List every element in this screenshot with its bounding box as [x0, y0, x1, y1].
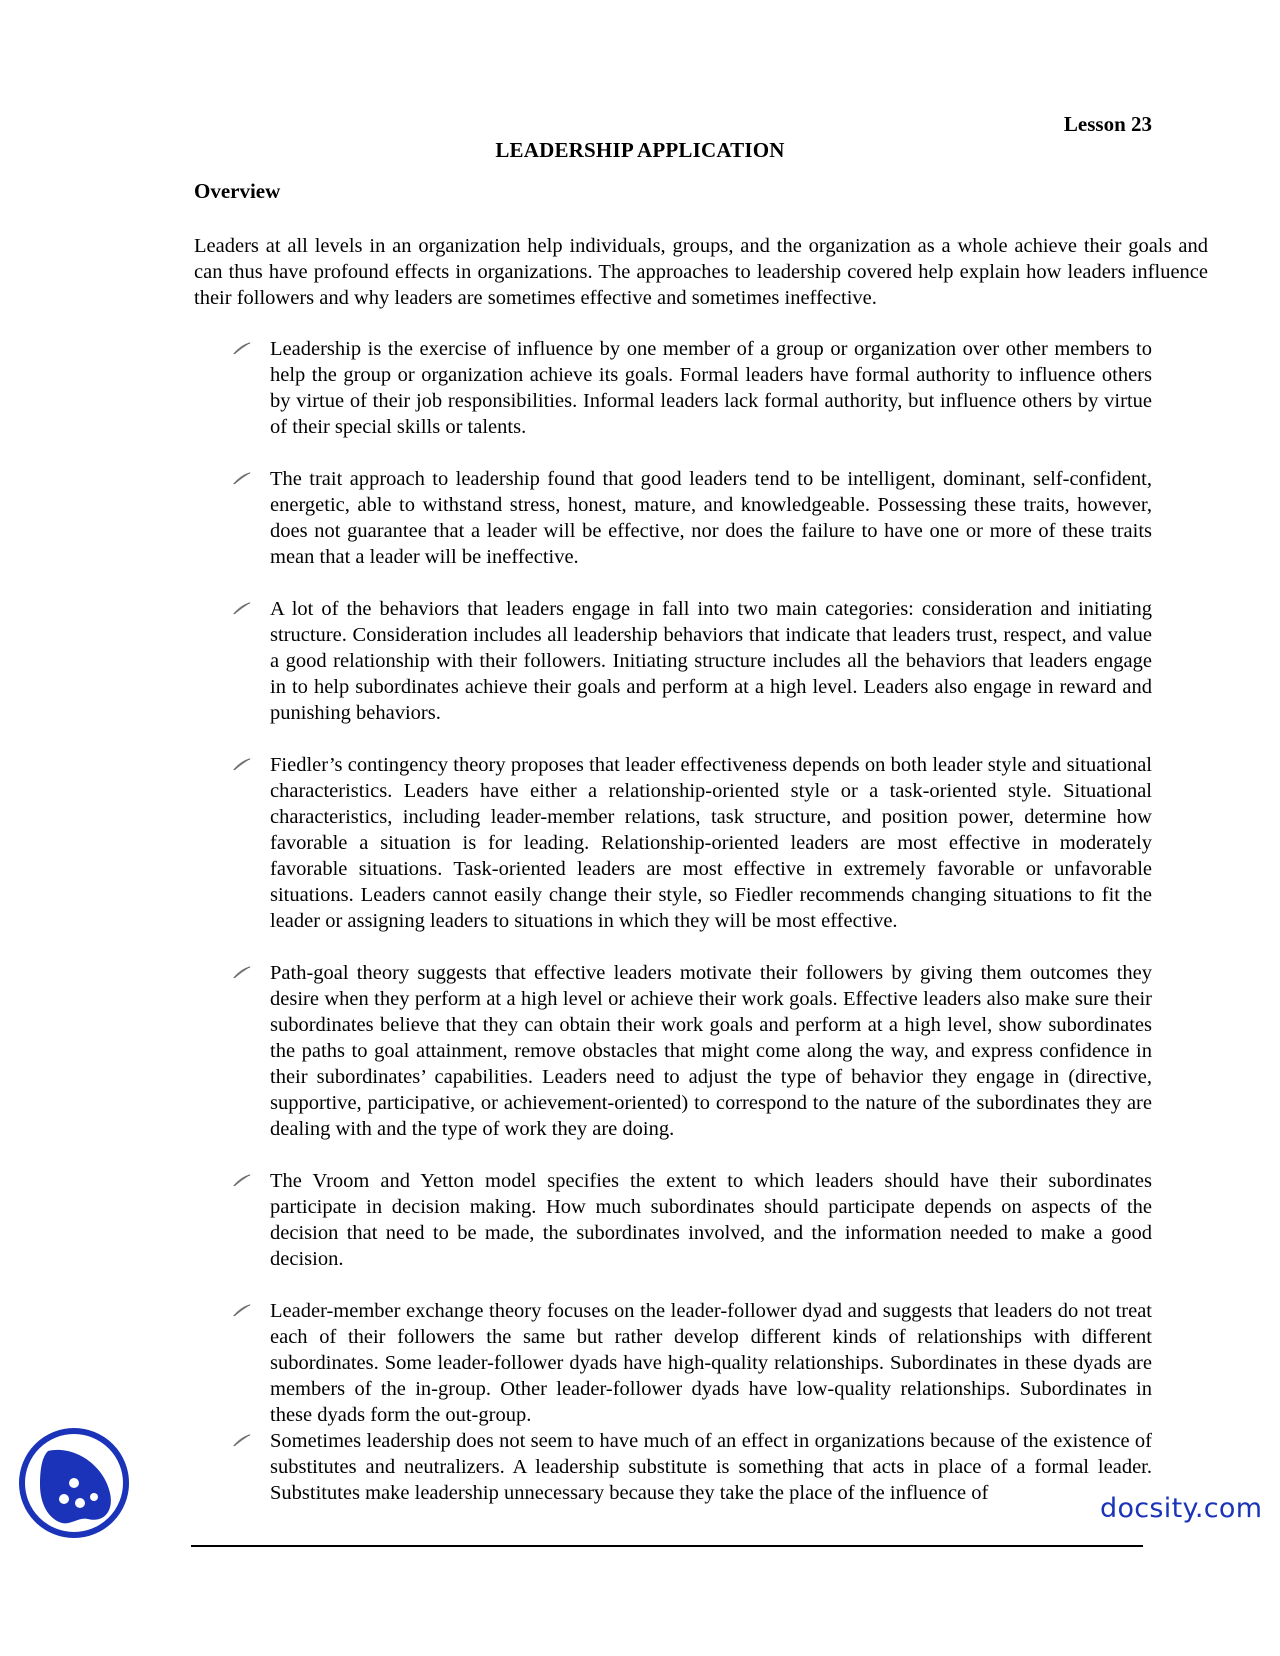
list-item	[228, 596, 1152, 726]
list-item	[228, 752, 1152, 934]
list-item-text: Leadership is the exercise of influence by one member of a group or organization over other members to help the group or organization achieve its goals. Formal leaders have formal authority to influence others by virtue of their job responsibilities. Informal leaders lack formal authority, but influence others by virtue of their special skills or talents.	[270, 338, 1152, 438]
list-item	[228, 1168, 1152, 1272]
list-item-text: A lot of the behaviors that leaders engage in fall into two main categories: consideration and initiating structure. Consideration includes all leadership behaviors that indicate that leaders trust, respect, and value a good relationship with their followers. Initiating structure includes all the behaviors that leaders engage in to help subordinates achieve their goals and perform at a high level. Leaders also engage in reward and punishing behaviors.	[270, 598, 1152, 724]
list-item	[228, 1298, 1152, 1428]
intro-paragraph: Leaders at all levels in an organization help individuals, groups, and the organization as a whole achieve their goals and can thus have profound effects in organizations. The approaches to leadership covered help explain how leaders influence their followers and why leaders are sometimes effective and sometimes ineffective.	[194, 235, 1208, 309]
list-item	[228, 1428, 1152, 1506]
list-item-text: The Vroom and Yetton model specifies the extent to which leaders should have their subordinates participate in decision making. How much subordinates should participate depends on aspects of the decision that need to be made, the subordinates involved, and the information needed to make a good decision.	[270, 1170, 1152, 1270]
lesson-number: Lesson 23	[1063, 112, 1152, 136]
list-item-text: Leader-member exchange theory focuses on the leader-follower dyad and suggests that leaders do not treat each of their followers the same but rather develop different kinds of relationships with different subordinates. Some leader-follower dyads have high-quality relationships. Subordinates in these dyads are members of the in-group. Other leader-follower dyads have low-quality relationships. Subordinates in these dyads form the out-group.	[270, 1300, 1152, 1426]
section-heading: Overview	[194, 179, 281, 203]
page-title: LEADERSHIP APPLICATION	[495, 138, 785, 162]
docsity-watermark[interactable]: docsity.com	[1100, 1493, 1263, 1524]
quill-feather-icon	[232, 471, 252, 485]
quill-feather-icon	[232, 1433, 252, 1447]
list-item	[228, 960, 1152, 1142]
bullet-list	[228, 336, 1152, 1506]
list-item-text: Path-goal theory suggests that effective leaders motivate their followers by giving them outcomes they desire when they perform at a high level or achieve their work goals. Effective leaders also make sure their subordinates believe that they can obtain their work goals and perform at a high level, show subordinates the paths to goal attainment, remove obstacles that might come along the way, and express confidence in their subordinates’ capabilities. Leaders need to adjust the type of behavior they engage in (directive, supportive, participative, or achievement-oriented) to correspond to the nature of the subordinates they are dealing with and the type of work they are doing.	[270, 962, 1152, 1140]
quill-feather-icon	[232, 1303, 252, 1317]
list-item-text: Fiedler’s contingency theory proposes that leader effectiveness depends on both leader style and situational characteristics. Leaders have either a relationship-oriented style or a task-oriented style. Situational characteristics, including leader-member relations, task structure, and position power, determine how favorable a situation is for leading. Relationship-oriented leaders are most effective in moderately favorable situations. Task-oriented leaders are most effective in extremely favorable or unfavorable situations. Leaders cannot easily change their style, so Fiedler recommends changing situations to fit the leader or assigning leaders to situations in which they will be most effective.	[270, 754, 1152, 932]
quill-feather-icon	[232, 757, 252, 771]
quill-feather-icon	[232, 341, 252, 355]
list-item	[228, 466, 1152, 570]
list-item-text: The trait approach to leadership found that good leaders tend to be intelligent, dominant, self-confident, energetic, able to withstand stress, honest, mature, and knowledgeable. Possessing these traits, however, does not guarantee that a leader will be effective, nor does the failure to have one or more of these traits mean that a leader will be ineffective.	[270, 468, 1152, 568]
list-item	[228, 336, 1152, 440]
footer-divider	[191, 1545, 1143, 1547]
quill-feather-icon	[232, 1173, 252, 1187]
quill-feather-icon	[232, 601, 252, 615]
quill-feather-icon	[232, 965, 252, 979]
docsity-logo-icon	[18, 1427, 130, 1539]
list-item-text: Sometimes leadership does not seem to have much of an effect in organizations because of the existence of substitutes and neutralizers. A leadership substitute is something that acts in place of a formal leader. Substitutes make leadership unnecessary because they take the place of the influence of	[270, 1430, 1152, 1504]
